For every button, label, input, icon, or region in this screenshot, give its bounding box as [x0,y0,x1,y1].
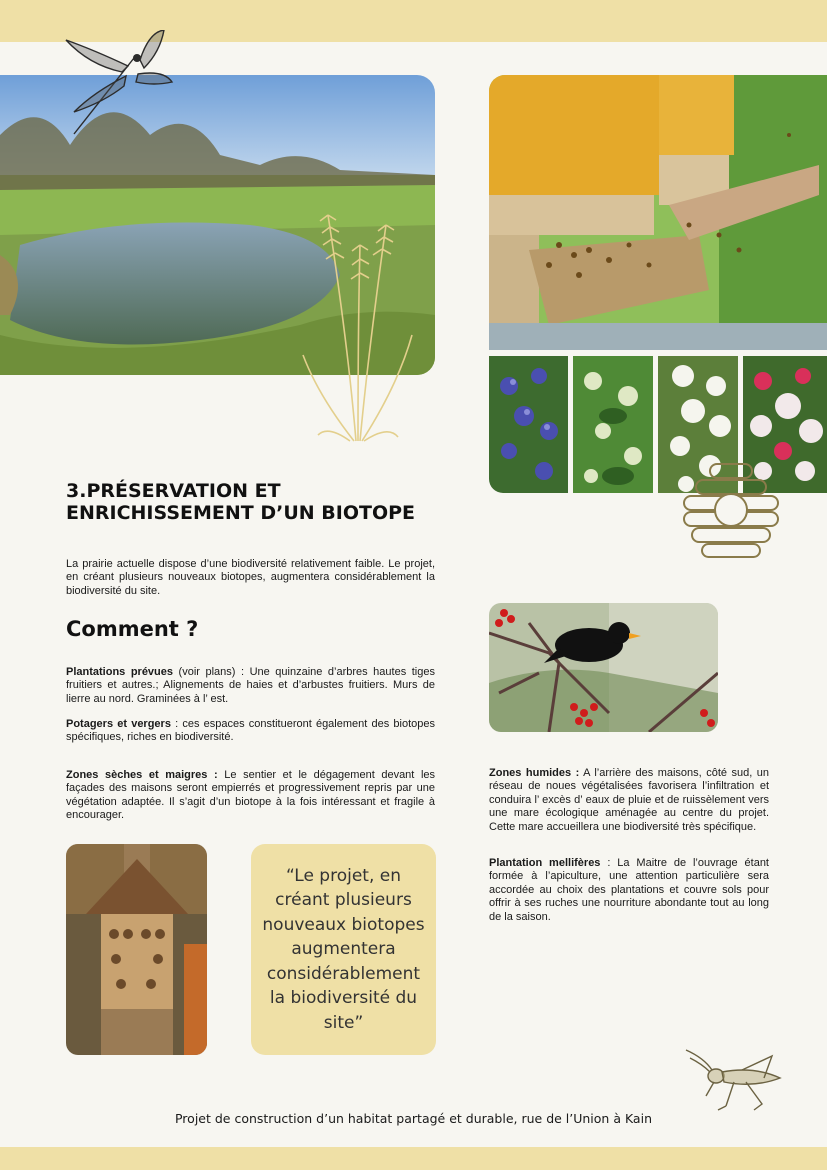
grasshopper-icon [684,1048,782,1114]
blackbird-photo [489,603,718,732]
zones-seches-text: Le sentier et le dégagement devant les façades des maisons seront empierrés et progressivement repris par une végétation adaptée. Il s’agit d’un biotope à la fois intéressant et fragile à encourager. [66,769,436,822]
potagers-text: ces espaces constitueront également des biotopes spécifiques, riches en biodiversité. [66,718,435,744]
dragonfly-icon [64,30,176,138]
grass-icon [298,205,416,445]
zones-humides-label: Zones humides : [489,767,580,779]
insect-hotel-photo [66,844,207,1055]
intro-paragraph: La prairie actuelle dispose d’une biodiversité relativement faible. Le projet, en créant plusieurs nouveaux biotopes, augmentera considérablement la biodiversité du site. [66,558,435,597]
plantations-paragraph: Plantations prévues (voir plans) : Une quinzaine d’arbres hautes tiges fruitiers et autres.; Alignements de haies et d’arbustes fruitiers. Murs de lierre au nord. Graminées à l’ est. [66,666,435,705]
zones-humides-paragraph [489,767,769,834]
plantations-text: Une quinzaine d’arbres hautes tiges fruitiers et autres.; Alignements de haies et d’arbustes fruitiers. Murs de lierre au nord. Graminées à l’ est. [66,666,435,705]
section-title-line2: ENRICHISSEMENT D’UN BIOTOPE [66,502,416,524]
section-title [66,480,446,524]
potagers-label: Potagers et vergers [66,718,171,730]
plantations-label: Plantations prévues [66,666,174,678]
flower-photo-green [573,356,653,493]
potagers-paragraph: Potagers et vergers : ces espaces constitueront également des biotopes spécifiques, riches en biodiversité. [66,718,435,744]
mellifere-label: Plantation mellifères [489,857,601,869]
quote-text: “Le projet, en créant plusieurs nouveaux biotopes augmentera considérablement la biodiversité du site” [262,865,425,1033]
mellifere-text: La Maitre de l’ouvrage étant formée à l’apiculture, une attention particulière sera accordée au choix des plantations et couvre sols pour offrir à ses ruches une nourriture abondante tout au long de la saison. [489,857,769,923]
beehive-photo [489,75,827,350]
bottom-band [0,1147,827,1170]
footer-text: Projet de construction d’un habitat partagé et durable, rue de l’Union à Kain [174,1111,652,1126]
flower-photo-blue [489,356,568,493]
zones-seches-paragraph [66,769,435,823]
quote-box [251,844,436,1055]
zones-seches-label: Zones sèches et maigres : [66,769,218,781]
comment-heading: Comment ? [66,617,199,641]
zones-humides-text: A l’arrière des maisons, côté sud, un réseau de noues végétalisées favorisera l’infiltration et conduira l’ excès d’ eaux de pluie et de ruissèlement vers une mare écologique aménagée au centre du projet. Cette mare accueillera une biodiversité très spécifique. [489,767,769,833]
beehive-icon [680,462,782,560]
section-title-line1: 3.PRÉSERVATION ET [66,480,281,502]
mellifere-paragraph: Plantation mellifères : La Maitre de l’ouvrage étant formée à l’apiculture, une attention particulière sera accordée au choix des plantations et couvre sols pour offrir à ses ruches une nourriture abondante tout au long de la saison. [489,857,769,923]
